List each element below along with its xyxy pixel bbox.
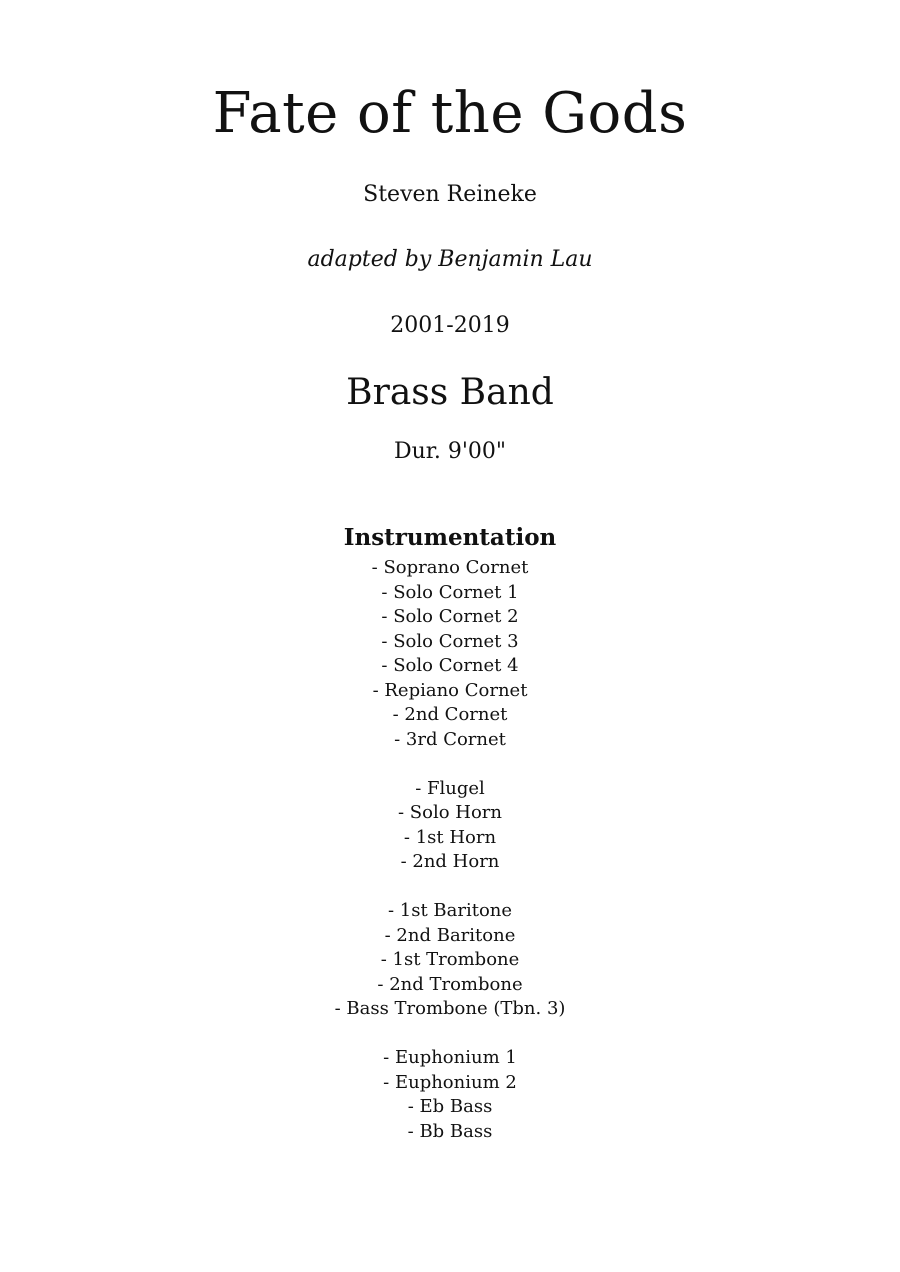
ensemble-type: Brass Band	[346, 372, 554, 413]
instrumentation-list	[0, 556, 900, 1169]
instrument-item: - Soprano Cornet	[371, 557, 529, 578]
instrument-item: - Solo Cornet 2	[381, 606, 519, 627]
instrument-item: - Eb Bass	[407, 1096, 493, 1117]
instrument-item: - 2nd Baritone	[384, 924, 516, 946]
instrumentation-heading: Instrumentation	[343, 524, 557, 551]
instrument-item: - Solo Horn	[397, 802, 503, 823]
instrument-item: - Euphonium 1	[383, 1047, 517, 1068]
instrument-item: - Bb Bass	[407, 1120, 493, 1142]
instrument-item: - Bass Trombone (Tbn. 3)	[334, 998, 566, 1019]
instrument-item: - 1st Trombone	[380, 949, 520, 970]
instrument-item: - Solo Cornet 3	[381, 630, 519, 652]
instrument-group	[0, 777, 900, 875]
instrument-item: - 1st Baritone	[387, 900, 513, 921]
instrument-item: - Solo Cornet 4	[381, 655, 519, 676]
piece-title: Fate of the Gods	[212, 81, 688, 146]
instrument-item: - 3rd Cornet	[394, 728, 506, 750]
instrument-item: - Repiano Cornet	[372, 679, 528, 701]
instrument-group	[0, 1046, 900, 1144]
instrument-item: - Solo Cornet 1	[381, 581, 519, 603]
instrument-item: - Flugel	[415, 777, 485, 799]
instrument-item: - 2nd Trombone	[377, 973, 523, 995]
composition-years: 2001-2019	[390, 313, 510, 338]
instrument-group	[0, 899, 900, 1022]
instrument-item: - 2nd Horn	[400, 851, 500, 872]
instrument-item: - 2nd Cornet	[392, 704, 508, 725]
composer-name: Steven Reineke	[363, 182, 537, 207]
instrument-item: - 1st Horn	[403, 826, 497, 848]
instrument-group	[0, 556, 900, 752]
duration: Dur. 9'00"	[393, 439, 507, 464]
arranger-credit: adapted by Benjamin Lau	[307, 247, 593, 272]
instrument-item: - Euphonium 2	[383, 1071, 517, 1093]
